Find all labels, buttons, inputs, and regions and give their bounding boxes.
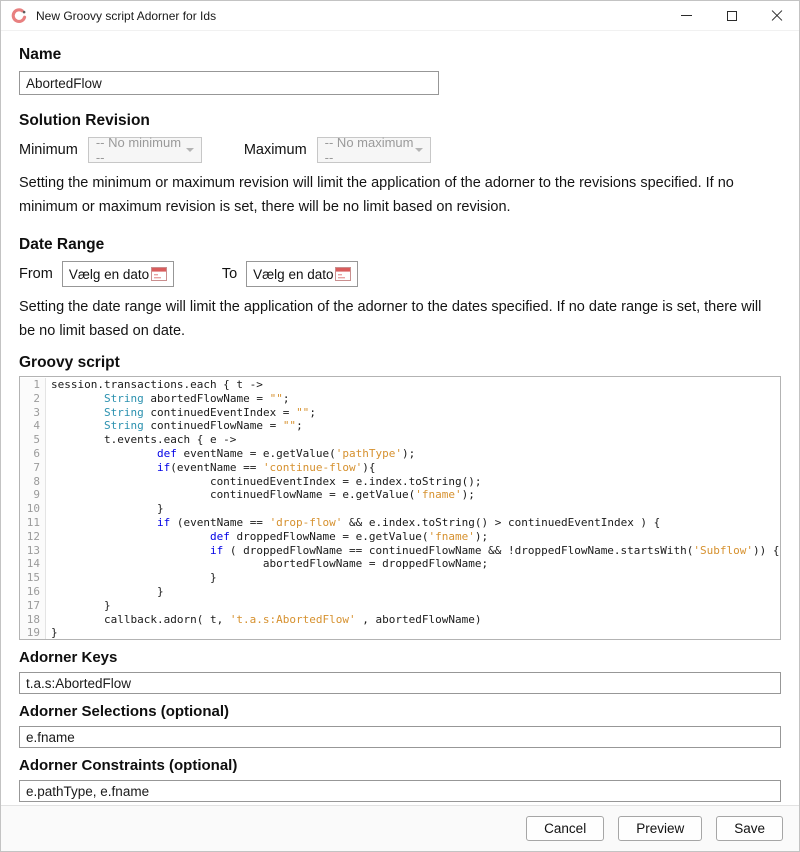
- code-line: 5 t.events.each { e ->: [20, 433, 780, 447]
- maximize-button[interactable]: [709, 1, 754, 30]
- dialog-content: [1, 31, 799, 805]
- code-line: 11 if (eventName == 'drop-flow' && e.index.toString() > continuedEventIndex ) {: [20, 516, 780, 530]
- line-number: 2: [20, 392, 46, 406]
- adorner-selections-input[interactable]: [19, 726, 781, 748]
- maximize-icon: [727, 11, 737, 21]
- code-line: 8 continuedEventIndex = e.index.toString();: [20, 475, 780, 489]
- revision-row: [19, 137, 781, 163]
- minimize-icon: [681, 15, 692, 16]
- adorner-keys-input[interactable]: [19, 672, 781, 694]
- to-date-picker[interactable]: [246, 261, 358, 287]
- preview-button[interactable]: Preview: [618, 816, 702, 841]
- name-heading: Name: [19, 46, 62, 63]
- line-number: 16: [20, 585, 46, 599]
- window-controls: [664, 1, 799, 30]
- code-line: 10 }: [20, 502, 780, 516]
- line-number: 14: [20, 557, 46, 571]
- line-number: 9: [20, 488, 46, 502]
- line-number: 17: [20, 599, 46, 613]
- chevron-down-icon: [415, 148, 423, 152]
- code-line: 13 if ( droppedFlowName == continuedFlowName && !droppedFlowName.startsWith('Subflow')) {: [20, 544, 780, 558]
- cancel-button[interactable]: Cancel: [526, 816, 604, 841]
- code-line: 2 String abortedFlowName = "";: [20, 392, 780, 406]
- date-range-heading: Date Range: [19, 236, 105, 253]
- code-line: 4 String continuedFlowName = "";: [20, 419, 780, 433]
- from-date-picker[interactable]: [62, 261, 174, 287]
- groovy-editor[interactable]: [19, 376, 781, 640]
- line-number: 11: [20, 516, 46, 530]
- line-number: 18: [20, 613, 46, 627]
- code-line: 7 if(eventName == 'continue-flow'){: [20, 461, 780, 475]
- groovy-script-heading: Groovy script: [19, 354, 120, 371]
- solution-revision-heading: Solution Revision: [19, 112, 150, 129]
- close-button[interactable]: [754, 1, 799, 30]
- revision-description: Setting the minimum or maximum revision will limit the application of the adorner to the revisions specified. If no minimum or maximum revision is set, there will be no limit based on revision.: [19, 175, 734, 215]
- code-line: 12 def droppedFlowName = e.getValue('fname');: [20, 530, 780, 544]
- name-input[interactable]: [19, 71, 439, 95]
- window-title: New Groovy script Adorner for Ids: [36, 8, 217, 23]
- to-label: To: [221, 266, 238, 282]
- app-icon: [10, 7, 28, 25]
- adorner-constraints-input[interactable]: [19, 780, 781, 802]
- code-line: 3 String continuedEventIndex = "";: [20, 406, 780, 420]
- save-button[interactable]: Save: [716, 816, 783, 841]
- line-number: 10: [20, 502, 46, 516]
- code-line: 19 }: [20, 626, 780, 640]
- minimum-label: Minimum: [19, 142, 78, 158]
- adorner-keys-heading: Adorner Keys: [19, 649, 118, 666]
- code-line: 17 }: [20, 599, 780, 613]
- adorner-selections-heading: Adorner Selections (optional): [19, 703, 230, 720]
- line-number: 15: [20, 571, 46, 585]
- calendar-icon[interactable]: [151, 267, 167, 281]
- line-number: 5: [20, 433, 46, 447]
- line-number: 3: [20, 406, 46, 420]
- to-date-value: Vælg en dato: [253, 266, 334, 282]
- titlebar: [1, 1, 799, 31]
- line-number: 4: [20, 419, 46, 433]
- footer-bar: [1, 805, 799, 851]
- line-number: 8: [20, 475, 46, 489]
- code-line: 1 session.transactions.each { t ->: [20, 378, 780, 392]
- line-number: 1: [20, 378, 46, 392]
- minimum-revision-value: -- No minimum --: [95, 135, 182, 165]
- from-label: From: [19, 266, 53, 282]
- code-line: 18 callback.adorn( t, 't.a.s:AbortedFlow' , abortedFlowName): [20, 613, 780, 627]
- line-number: 12: [20, 530, 46, 544]
- chevron-down-icon: [186, 148, 194, 152]
- minimum-revision-dropdown[interactable]: [88, 137, 202, 163]
- line-number: 7: [20, 461, 46, 475]
- code-line: 15 }: [20, 571, 780, 585]
- line-number: 19: [20, 626, 46, 640]
- maximum-revision-value: -- No maximum --: [324, 135, 414, 165]
- code-line: 14 abortedFlowName = droppedFlowName;: [20, 557, 780, 571]
- calendar-icon[interactable]: [335, 267, 351, 281]
- minimize-button[interactable]: [664, 1, 709, 30]
- code-line: 9 continuedFlowName = e.getValue('fname');: [20, 488, 780, 502]
- adorner-constraints-heading: Adorner Constraints (optional): [19, 757, 238, 774]
- code-line: 16 }: [20, 585, 780, 599]
- line-number: 6: [20, 447, 46, 461]
- line-number: 13: [20, 544, 46, 558]
- from-date-value: Vælg en dato: [68, 266, 150, 282]
- maximum-label: Maximum: [243, 142, 307, 158]
- date-range-row: [19, 261, 781, 287]
- code-line: 6 def eventName = e.getValue('pathType');: [20, 447, 780, 461]
- close-icon: [771, 10, 783, 22]
- date-range-description: Setting the date range will limit the application of the adorner to the dates specified. If no date range is set, there will be no limit based on date.: [19, 299, 762, 339]
- maximum-revision-dropdown[interactable]: [317, 137, 431, 163]
